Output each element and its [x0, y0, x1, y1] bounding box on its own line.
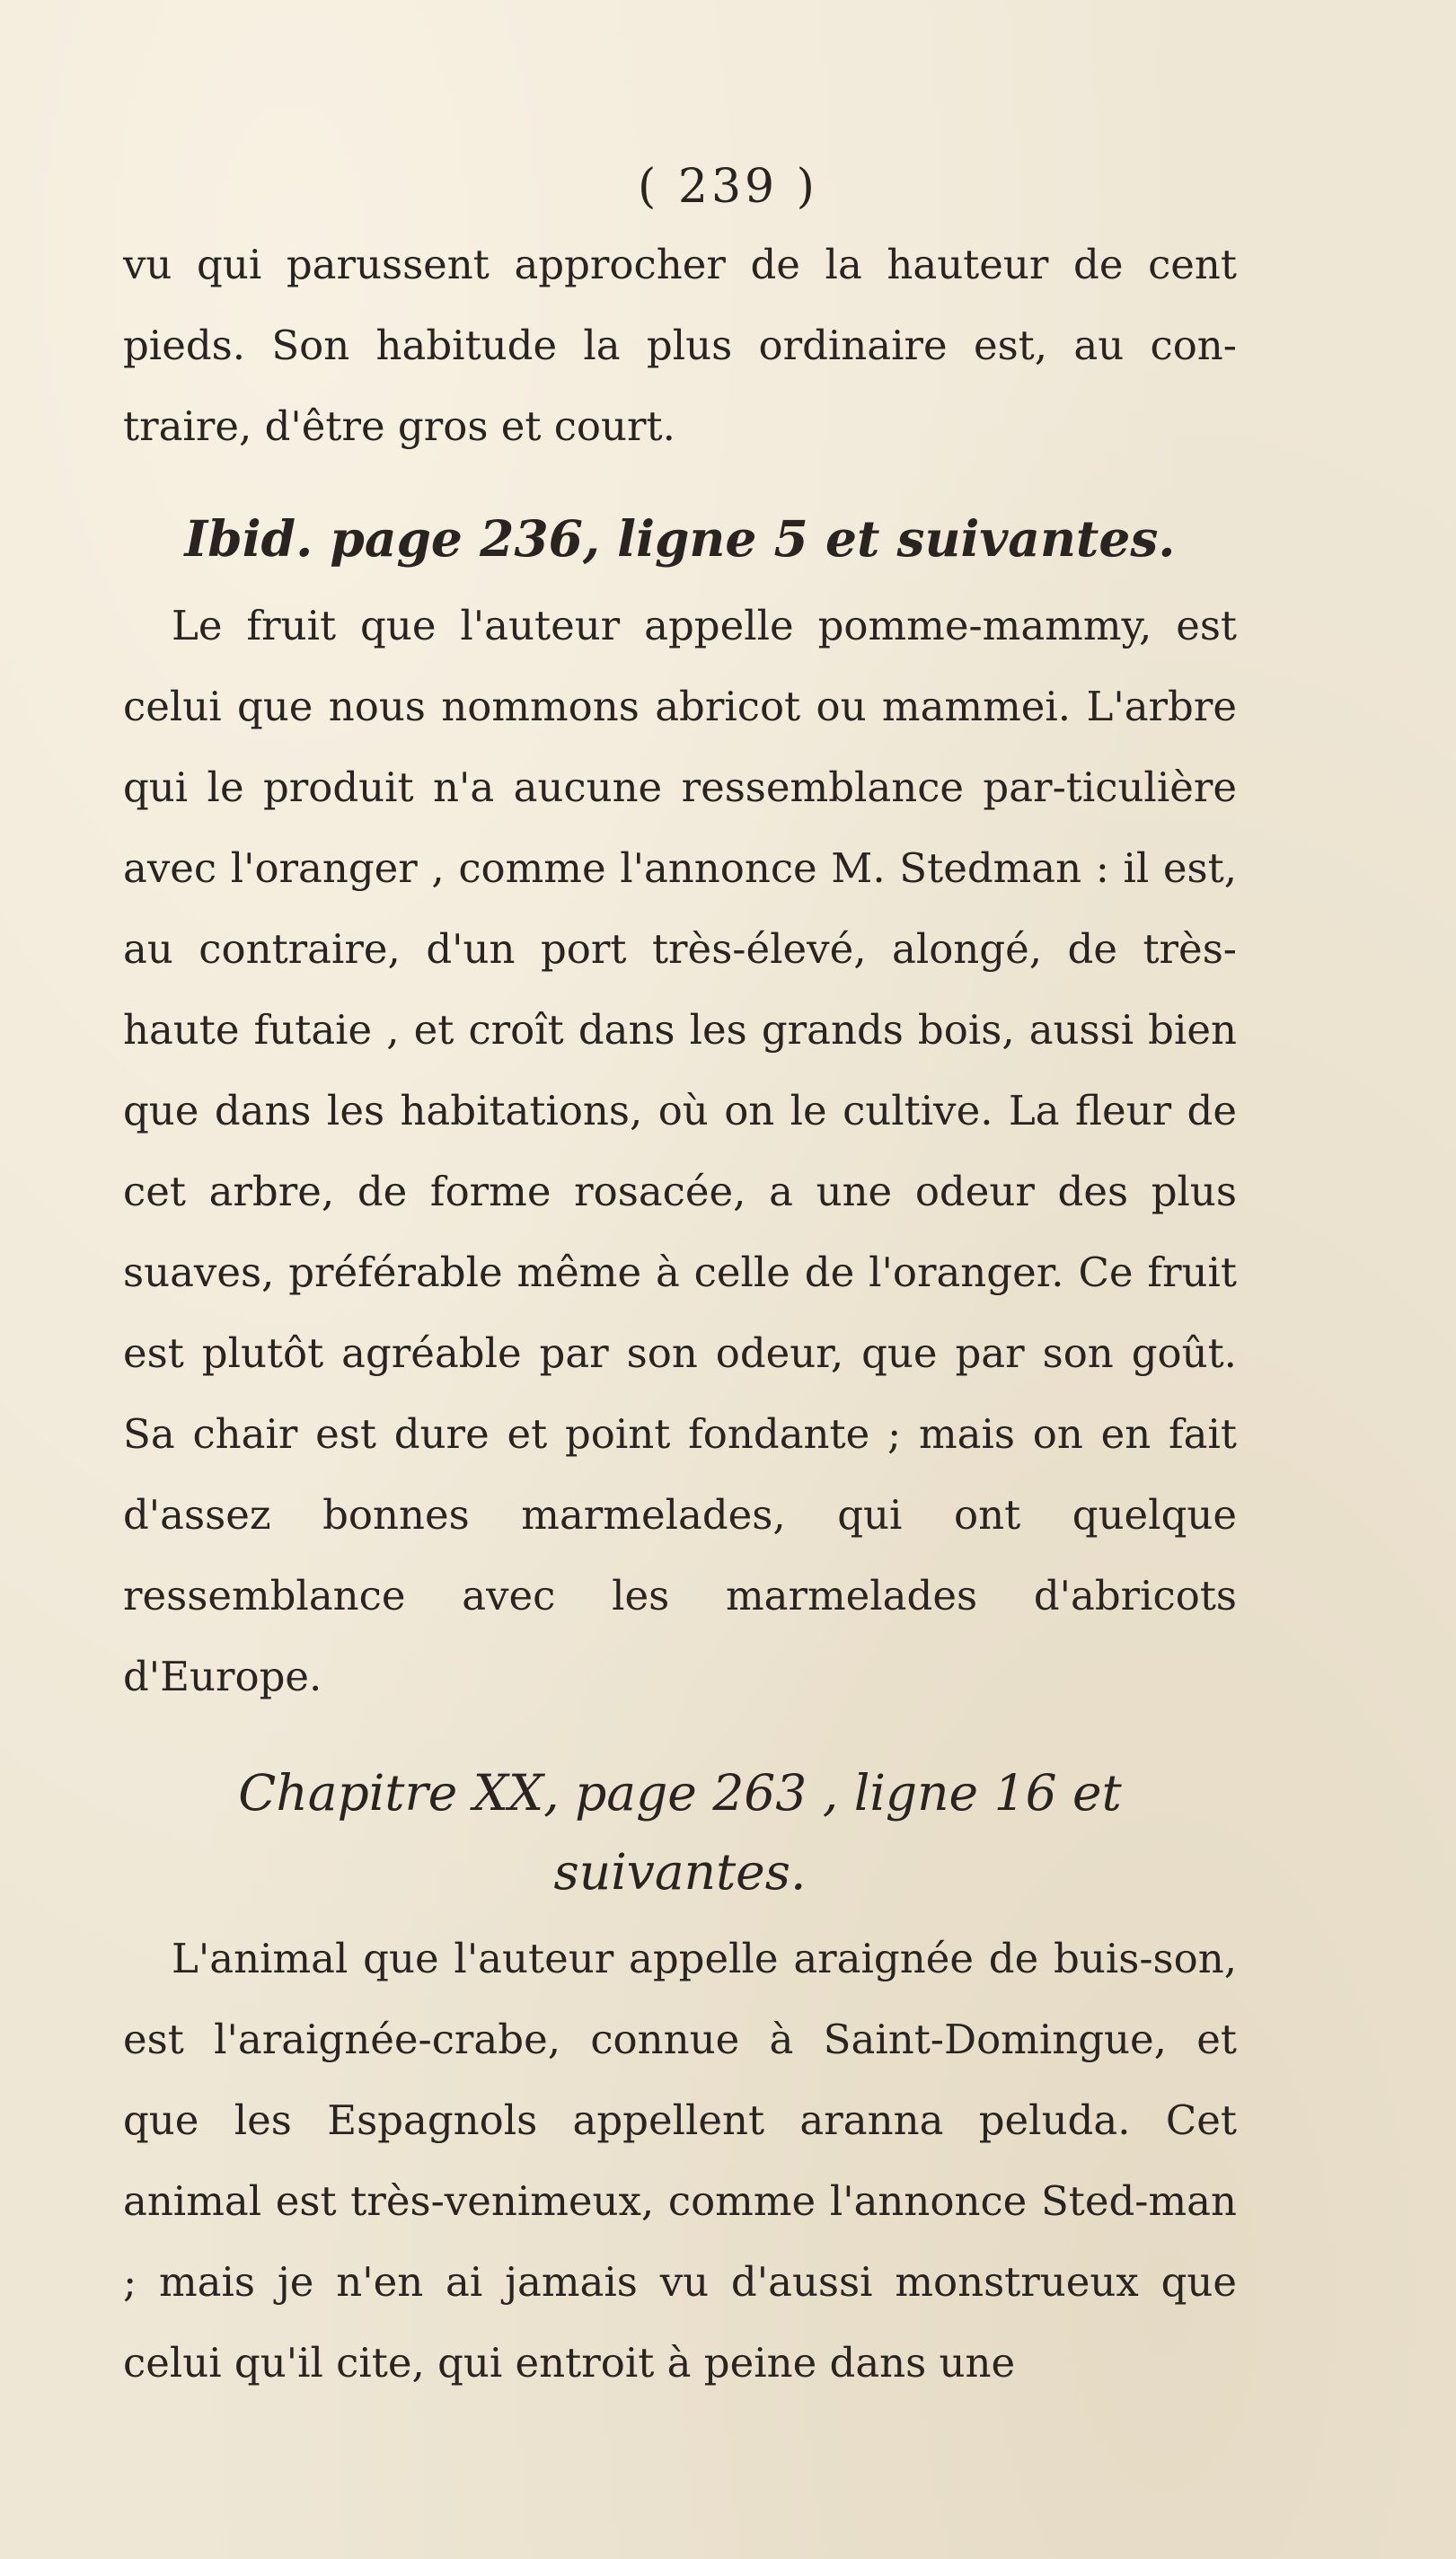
section-heading-ibid: Ibid. page 236, ligne 5 et suivantes. — [184, 509, 1176, 568]
paragraph-araignee: L'animal que l'auteur appelle araignée de buis-son, est l'araignée-crabe, connue à Saint-Domingue, et que les Espagnols appellent aranna peluda. Cet animal est très-venimeux, comme l'annonce Sted-man ; mais je n'en ai jamais vu d'aussi monstrueux que celui qu'il cite, qui entroit à peine dans une — [123, 1935, 1237, 2387]
page-number-header — [0, 160, 1456, 214]
section-heading-chapitre-xx: Chapitre XX, page 263 , ligne 16 et suivantes. — [238, 1764, 1122, 1901]
paragraph-continued: vu qui parussent approcher de la hauteur de cent pieds. Son habitude la plus ordinaire est, au con-traire, d'être gros et court. — [123, 241, 1237, 450]
paragraph-pomme-mammy: Le fruit que l'auteur appelle pomme-mammy, est celui que nous nommons abricot ou mammei. L'arbre qui le produit n'a aucune ressemblance par-ticulière avec l'oranger , comme l'annonce M. Stedman : il est, au contraire, d'un port très-élevé, alongé, de très-haute futaie , et croît dans les grands bois, aussi bien que dans les habitations, où on le cultive. La fleur de cet arbre, de forme rosacée, a une odeur des plus suaves, préférable même à celle de l'oranger. Ce fruit est plutôt agréable par son odeur, que par son goût. Sa chair est dure et point fondante ; mais on en fait d'assez bonnes marmelades, qui ont quelque ressemblance avec les marmelades d'abricots d'Europe. — [123, 602, 1237, 1700]
page-number: ( 239 ) — [638, 160, 818, 214]
page-body — [123, 225, 1237, 2404]
